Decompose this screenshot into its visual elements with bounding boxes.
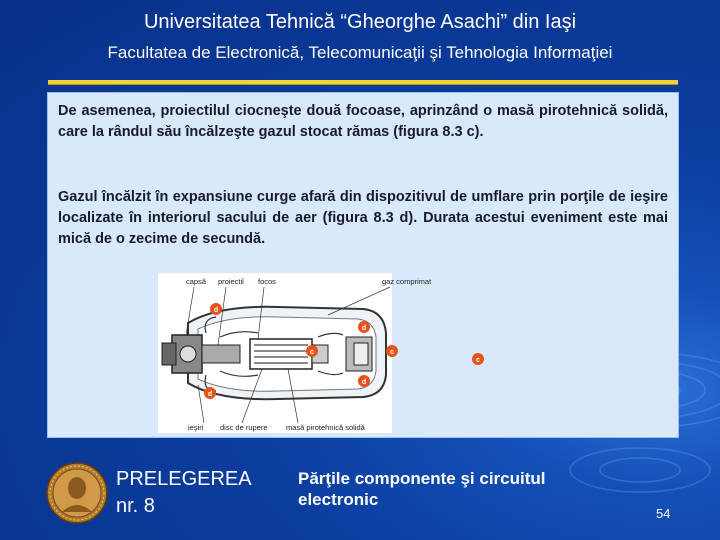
university-seal-logo	[46, 462, 108, 524]
content-panel	[47, 92, 679, 438]
paragraph-1: De asemenea, proiectilul ciocneşte două focoase, aprinzând o masă pirotehnică solidă, care la rândul său încălzeşte gazul stocat rămas (figura 8.3 c).	[58, 103, 668, 140]
lecture-title: PRELEGEREA	[116, 468, 252, 490]
faculty-title: Facultatea de Electronică, Telecomunicaţii şi Tehnologia Informaţiei	[107, 43, 613, 62]
header-divider	[48, 80, 678, 85]
marker-d-1-label: d	[213, 307, 219, 314]
label-masa-pirotehnica: masă pirotehnică solidă	[286, 423, 365, 432]
marker-d-3-label: d	[361, 379, 367, 386]
marker-c-3-label: c	[476, 357, 480, 364]
lecture-label	[116, 466, 252, 520]
university-title: Universitatea Tehnică “Gheorghe Asachi” din Iaşi	[143, 11, 577, 33]
label-proiectil: proiectil	[218, 277, 244, 286]
marker-c-2-label: c	[390, 349, 394, 356]
inflator-diagram	[158, 273, 480, 433]
marker-d-2-label: d	[361, 325, 367, 332]
label-iesiri: ieşiri	[188, 423, 204, 432]
lecture-topic: Părţile componente şi circuitul electronic	[298, 469, 546, 509]
lecture-number: nr. 8	[116, 495, 155, 517]
label-capsa: capsă	[186, 277, 207, 286]
paragraph-2: Gazul încălzit în expansiune curge afară din dispozitivul de umflare prin porţile de ieşire localizate în interiorul sacului de aer (figura 8.3 d). Durata acestui eveniment este mai mică de o zecime de secundă.	[58, 189, 668, 247]
label-gaz-comprimat: gaz comprimat	[382, 277, 432, 286]
label-focos: focos	[258, 277, 276, 286]
marker-c-1-label: c	[310, 349, 314, 356]
page-number: 54	[656, 506, 671, 521]
marker-d-4-label: d	[207, 391, 213, 398]
label-disc-rupere: disc de rupere	[220, 423, 268, 432]
inflator-diagram-svg	[158, 273, 480, 433]
